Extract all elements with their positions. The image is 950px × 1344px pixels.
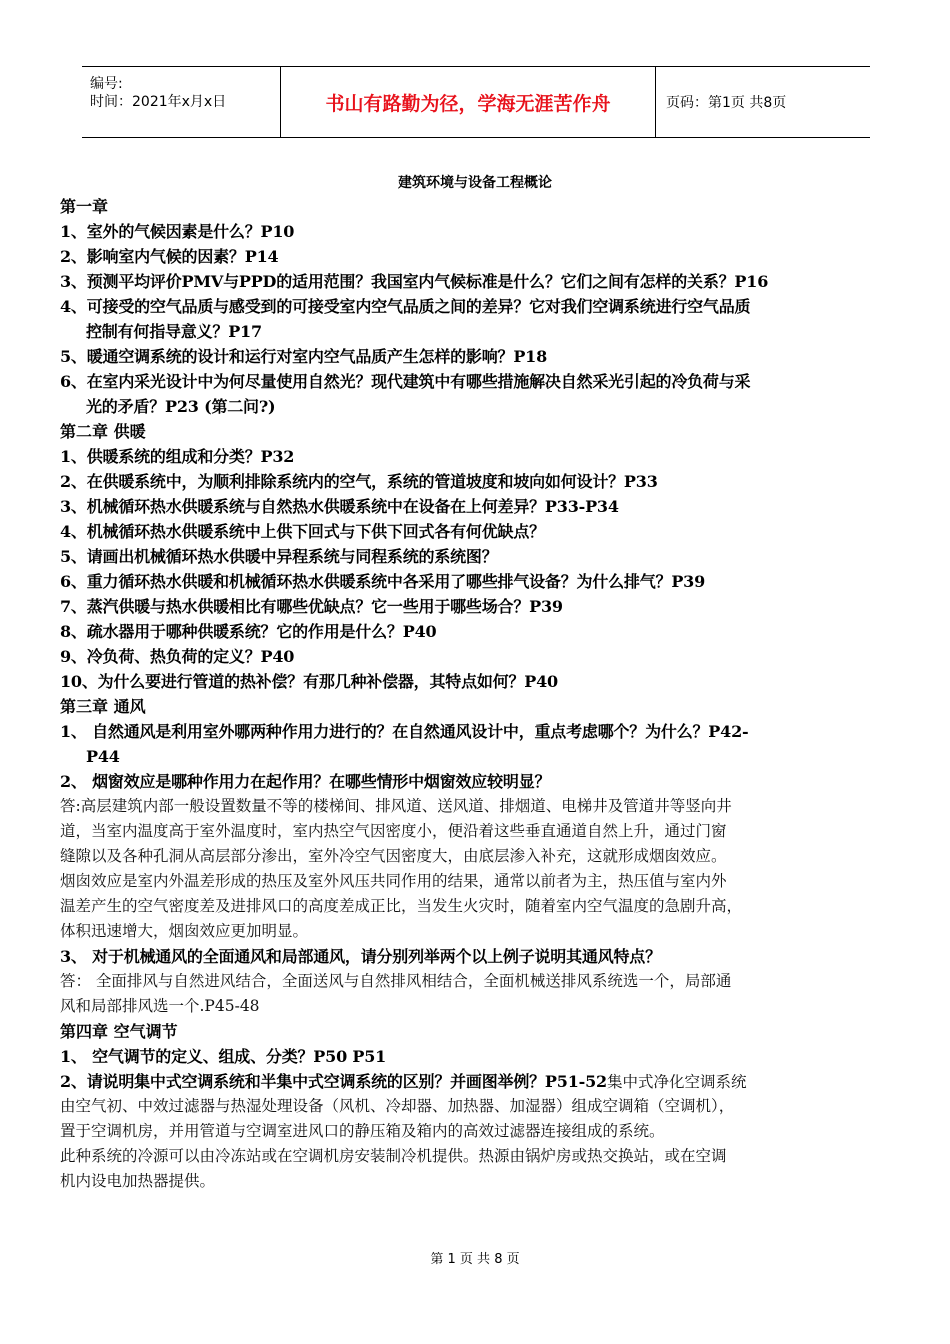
question: 9、冷负荷、热负荷的定义？P40 (60, 647, 295, 666)
question: 4、可接受的空气品质与感受到的可接受室内空气品质之间的差异？它对我们空调系统进行空气品质 (60, 297, 751, 316)
chapter-heading: 第三章 通风 (60, 697, 146, 716)
question: 2、影响室内气候的因素？P14 (60, 247, 279, 266)
question: 2、在供暖系统中，为顺利排除系统内的空气，系统的管道坡度和坡向如何设计？P33 (60, 472, 658, 491)
code-label: 编号: (90, 76, 123, 92)
answer-text: 置于空调机房，并用管道与空调室进风口的静压箱及箱内的高效过滤器连接组成的系统。 (60, 1122, 665, 1140)
header-page-info: 页码：第1页 共8页 (666, 95, 787, 111)
document-title: 建筑环境与设备工程概论 (398, 175, 552, 191)
question: 5、暖通空调系统的设计和运行对室内空气品质产生怎样的影响？P18 (60, 347, 548, 366)
header-motto: 书山有路勤为径，学海无涯苦作舟 (281, 67, 656, 137)
answer-text: 由空气初、中效过滤器与热湿处理设备（风机、冷却器、加热器、加湿器）组成空调箱（空调机）， (60, 1097, 735, 1115)
answer-text: 集中式净化空调系统 (606, 1073, 747, 1091)
question: 10、为什么要进行管道的热补偿？有那几种补偿器，其特点如何？P40 (60, 672, 558, 691)
question: 5、请画出机械循环热水供暖中异程系统与同程系统的系统图？ (60, 547, 498, 566)
answer-text: 机内设电加热器提供。 (60, 1172, 216, 1190)
question: 1、供暖系统的组成和分类？P32 (60, 447, 295, 466)
question-with-answer (60, 1069, 902, 1094)
question-continuation: P44 (86, 747, 120, 766)
question: 3、机械循环热水供暖系统与自然热水供暖系统中在设备在上何差异？P33-P34 (60, 497, 619, 516)
page-header (82, 66, 870, 138)
question: 3、 对于机械通风的全面通风和局部通风，请分别列举两个以上例子说明其通风特点？ (60, 947, 661, 966)
question: 1、 自然通风是利用室外哪两种作用力进行的？在自然通风设计中，重点考虑哪个？为什么？P42- (60, 722, 749, 741)
document-body (60, 194, 902, 1194)
answer-text: 此种系统的冷源可以由冷冻站或在空调机房安装制冷机提供。热源由锅炉房或热交换站，或在空调 (60, 1147, 727, 1165)
question-continuation: 控制有何指导意义？P17 (86, 322, 262, 341)
chapter-heading: 第四章 空气调节 (60, 1022, 178, 1041)
header-meta (82, 67, 281, 137)
answer-text: 道，当室内温度高于室外温度时，室内热空气因密度小，便沿着这些垂直通道自然上升，通过门窗 (60, 822, 727, 840)
chapter-heading: 第一章 (60, 197, 109, 216)
answer-text: 烟囱效应是室内外温差形成的热压及室外风压共同作用的结果，通常以前者为主，热压值与室内外 (60, 872, 727, 890)
question: 6、在室内采光设计中为何尽量使用自然光？现代建筑中有哪些措施解决自然采光引起的冷负荷与采 (60, 372, 751, 391)
question: 2、请说明集中式空调系统和半集中式空调系统的区别？并画图举例？P51-52 (60, 1072, 607, 1091)
question: 7、蒸汽供暖与热水供暖相比有哪些优缺点？它一些用于哪些场合？P39 (60, 597, 563, 616)
answer-text: 风和局部排风选一个.P45-48 (60, 997, 260, 1015)
question: 2、 烟窗效应是哪种作用力在起作用？在哪些情形中烟窗效应较明显？ (60, 772, 551, 791)
page-footer: 第 1 页 共 8 页 (430, 1252, 520, 1267)
answer-text: 答:高层建筑内部一般设置数量不等的楼梯间、排风道、送风道、排烟道、电梯井及管道井等竖向井 (60, 797, 732, 815)
answer-text: 体积迅速增大，烟囱效应更加明显。 (60, 922, 309, 940)
answer-text: 缝隙以及各种孔洞从高层部分渗出，室外冷空气因密度大，由底层渗入补充，这就形成烟囱效应。 (60, 847, 727, 865)
question: 6、重力循环热水供暖和机械循环热水供暖系统中各采用了哪些排气设备？为什么排气？P39 (60, 572, 706, 591)
question: 1、 空气调节的定义、组成、分类？P50 P51 (60, 1047, 387, 1066)
question: 4、机械循环热水供暖系统中上供下回式与下供下回式各有何优缺点？ (60, 522, 545, 541)
question: 1、室外的气候因素是什么？P10 (60, 222, 295, 241)
answer-text: 答： 全面排风与自然进风结合，全面送风与自然排风相结合，全面机械送排风系统选一个，局部通 (60, 972, 732, 990)
answer-text: 温差产生的空气密度差及进排风口的高度差成正比，当发生火灾时，随着室内空气温度的急剧升高， (60, 897, 743, 915)
question-continuation: 光的矛盾？P23 (第二问?) (86, 397, 276, 416)
question: 3、预测平均评价PMV与PPD的适用范围？我国室内气候标准是什么？它们之间有怎样的关系？P16 (60, 272, 769, 291)
question: 8、疏水器用于哪种供暖系统？它的作用是什么？P40 (60, 622, 437, 641)
chapter-heading: 第二章 供暖 (60, 422, 146, 441)
date-text: 时间：2021年x月x日 (90, 94, 227, 110)
